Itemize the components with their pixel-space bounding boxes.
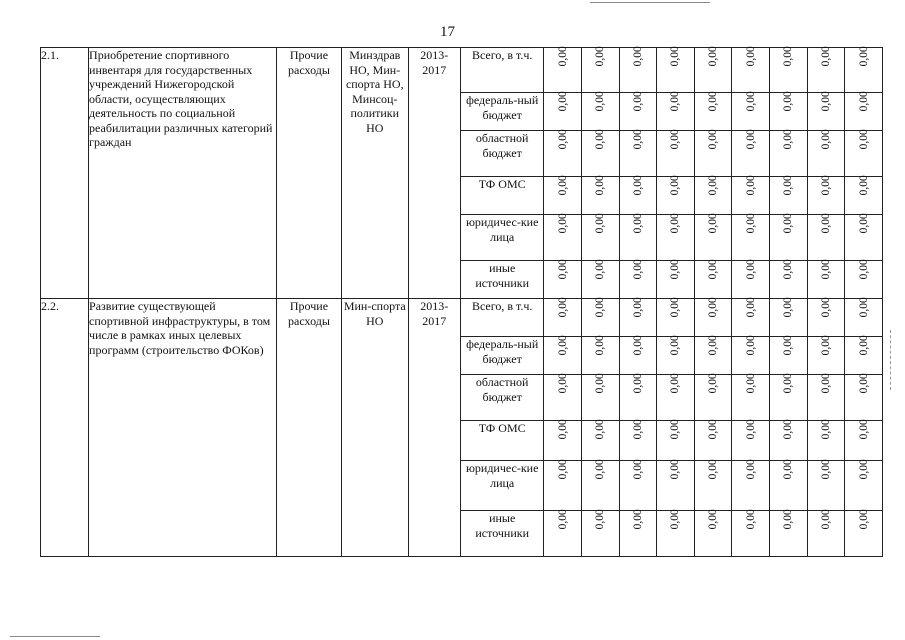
value-cell — [619, 375, 657, 421]
value-text: 0,00 — [744, 175, 757, 196]
funding-source: иные источники — [460, 511, 544, 557]
value-cell — [732, 215, 770, 261]
value-text: 0,00 — [669, 213, 682, 234]
value-cell — [657, 48, 695, 93]
value-text: 0,00 — [744, 91, 757, 112]
value-text: 0,00 — [819, 129, 832, 150]
value-cell — [770, 511, 808, 557]
value-cell — [582, 421, 620, 461]
value-cell — [657, 375, 695, 421]
value-text: 0,00 — [594, 335, 607, 356]
value-cell — [845, 48, 883, 93]
value-text: 0,00 — [857, 259, 870, 280]
value-cell — [619, 299, 657, 337]
value-cell — [694, 215, 732, 261]
value-cell — [657, 337, 695, 375]
value-cell — [657, 461, 695, 511]
value-cell — [845, 261, 883, 299]
value-text: 0,00 — [556, 459, 569, 480]
value-text: 0,00 — [819, 259, 832, 280]
value-cell — [694, 93, 732, 131]
value-text: 0,00 — [706, 373, 719, 394]
value-text: 0,00 — [631, 129, 644, 150]
value-cell — [582, 337, 620, 375]
value-text: 0,00 — [782, 129, 795, 150]
value-text: 0,00 — [594, 213, 607, 234]
value-text: 0,00 — [556, 335, 569, 356]
value-text: 0,00 — [782, 213, 795, 234]
value-text: 0,00 — [706, 459, 719, 480]
value-cell — [657, 93, 695, 131]
value-cell — [770, 177, 808, 215]
value-text: 0,00 — [744, 509, 757, 530]
value-cell — [544, 48, 582, 93]
funding-source: иные источники — [460, 261, 544, 299]
value-cell — [845, 215, 883, 261]
value-text: 0,00 — [706, 46, 719, 67]
value-cell — [732, 261, 770, 299]
value-text: 0,00 — [556, 373, 569, 394]
value-text: 0,00 — [857, 91, 870, 112]
value-text: 0,00 — [556, 419, 569, 440]
value-text: 0,00 — [857, 213, 870, 234]
value-text: 0,00 — [819, 419, 832, 440]
value-cell — [657, 177, 695, 215]
value-cell — [657, 511, 695, 557]
value-cell — [770, 421, 808, 461]
value-cell — [657, 299, 695, 337]
value-cell — [845, 421, 883, 461]
value-text: 0,00 — [857, 297, 870, 318]
value-cell — [619, 461, 657, 511]
value-text: 0,00 — [669, 335, 682, 356]
value-text: 0,00 — [819, 213, 832, 234]
value-text: 0,00 — [819, 373, 832, 394]
value-cell — [694, 261, 732, 299]
value-text: 0,00 — [556, 213, 569, 234]
value-text: 0,00 — [669, 91, 682, 112]
value-cell — [694, 375, 732, 421]
value-cell — [845, 299, 883, 337]
value-cell — [582, 215, 620, 261]
funding-source: областной бюджет — [460, 375, 544, 421]
value-cell — [694, 511, 732, 557]
value-cell — [619, 511, 657, 557]
value-text: 0,00 — [556, 91, 569, 112]
value-text: 0,00 — [669, 259, 682, 280]
value-text: 0,00 — [782, 373, 795, 394]
value-cell — [544, 511, 582, 557]
value-text: 0,00 — [631, 46, 644, 67]
value-cell — [807, 511, 845, 557]
value-text: 0,00 — [744, 459, 757, 480]
value-text: 0,00 — [669, 46, 682, 67]
value-cell — [619, 421, 657, 461]
value-text: 0,00 — [819, 509, 832, 530]
expense-type: Прочие расходы — [277, 299, 342, 557]
value-text: 0,00 — [594, 91, 607, 112]
value-cell — [619, 337, 657, 375]
value-cell — [770, 299, 808, 337]
scan-edge-top — [590, 2, 710, 3]
value-text: 0,00 — [744, 259, 757, 280]
value-cell — [732, 337, 770, 375]
value-text: 0,00 — [706, 509, 719, 530]
value-text: 0,00 — [631, 213, 644, 234]
value-text: 0,00 — [556, 259, 569, 280]
value-cell — [694, 421, 732, 461]
value-text: 0,00 — [819, 297, 832, 318]
value-cell — [657, 215, 695, 261]
value-cell — [845, 511, 883, 557]
executor: Мин-спорта НО — [341, 299, 408, 557]
value-text: 0,00 — [782, 91, 795, 112]
value-cell — [544, 421, 582, 461]
value-cell — [807, 337, 845, 375]
value-cell — [770, 93, 808, 131]
scan-edge-right — [890, 330, 891, 390]
funding-source: ТФ ОМС — [460, 177, 544, 215]
value-text: 0,00 — [782, 459, 795, 480]
value-cell — [544, 461, 582, 511]
table-row — [41, 299, 883, 337]
value-cell — [582, 299, 620, 337]
value-cell — [807, 299, 845, 337]
value-cell — [544, 215, 582, 261]
value-text: 0,00 — [782, 297, 795, 318]
value-text: 0,00 — [631, 297, 644, 318]
value-cell — [770, 48, 808, 93]
value-text: 0,00 — [669, 297, 682, 318]
value-text: 0,00 — [631, 91, 644, 112]
value-text: 0,00 — [744, 335, 757, 356]
value-cell — [544, 299, 582, 337]
value-cell — [657, 261, 695, 299]
value-cell — [544, 375, 582, 421]
value-text: 0,00 — [782, 259, 795, 280]
budget-table — [40, 47, 883, 557]
funding-source: юридичес-кие лица — [460, 461, 544, 511]
value-cell — [770, 215, 808, 261]
value-text: 0,00 — [631, 259, 644, 280]
value-text: 0,00 — [819, 175, 832, 196]
value-text: 0,00 — [782, 175, 795, 196]
executor: Минздрав НО, Мин-спорта НО, Минсоц-политики НО — [341, 48, 408, 299]
value-text: 0,00 — [594, 129, 607, 150]
value-text: 0,00 — [594, 419, 607, 440]
value-text: 0,00 — [669, 419, 682, 440]
value-cell — [732, 131, 770, 177]
value-text: 0,00 — [594, 297, 607, 318]
value-cell — [845, 375, 883, 421]
value-cell — [845, 177, 883, 215]
value-text: 0,00 — [706, 175, 719, 196]
value-text: 0,00 — [631, 459, 644, 480]
scan-edge-bottom — [10, 636, 100, 637]
value-cell — [732, 177, 770, 215]
value-cell — [582, 93, 620, 131]
value-text: 0,00 — [706, 297, 719, 318]
section-name: Развитие существующей спортивной инфраструктуры, в том числе в рамках иных целевых программ (строительство ФОКов) — [89, 299, 277, 557]
value-text: 0,00 — [744, 129, 757, 150]
value-text: 0,00 — [594, 509, 607, 530]
value-cell — [657, 131, 695, 177]
value-cell — [807, 93, 845, 131]
value-cell — [694, 177, 732, 215]
value-text: 0,00 — [857, 373, 870, 394]
value-cell — [807, 421, 845, 461]
value-cell — [807, 461, 845, 511]
value-cell — [770, 131, 808, 177]
funding-source: федераль-ный бюджет — [460, 93, 544, 131]
value-text: 0,00 — [669, 129, 682, 150]
value-cell — [770, 337, 808, 375]
value-text: 0,00 — [857, 509, 870, 530]
value-text: 0,00 — [706, 419, 719, 440]
value-cell — [544, 337, 582, 375]
value-text: 0,00 — [594, 373, 607, 394]
period: 2013-2017 — [408, 48, 460, 299]
value-text: 0,00 — [857, 459, 870, 480]
section-name: Приобретение спортивного инвентаря для государственных учреждений Нижегородской области, осуществляющих деятельность по социальной реабилитации различных категорий граждан — [89, 48, 277, 299]
value-text: 0,00 — [706, 91, 719, 112]
value-text: 0,00 — [631, 335, 644, 356]
value-text: 0,00 — [706, 259, 719, 280]
funding-source: юридичес-кие лица — [460, 215, 544, 261]
value-cell — [694, 337, 732, 375]
value-cell — [619, 215, 657, 261]
value-text: 0,00 — [744, 46, 757, 67]
value-text: 0,00 — [744, 419, 757, 440]
value-cell — [657, 421, 695, 461]
value-text: 0,00 — [594, 459, 607, 480]
value-cell — [544, 177, 582, 215]
value-cell — [845, 93, 883, 131]
value-text: 0,00 — [744, 297, 757, 318]
value-cell — [582, 261, 620, 299]
value-cell — [582, 177, 620, 215]
value-text: 0,00 — [782, 46, 795, 67]
value-cell — [770, 375, 808, 421]
value-cell — [732, 299, 770, 337]
value-cell — [582, 131, 620, 177]
value-cell — [845, 131, 883, 177]
value-cell — [770, 461, 808, 511]
value-cell — [694, 461, 732, 511]
value-text: 0,00 — [706, 213, 719, 234]
expense-type: Прочие расходы — [277, 48, 342, 299]
period: 2013-2017 — [408, 299, 460, 557]
value-text: 0,00 — [857, 46, 870, 67]
value-cell — [845, 337, 883, 375]
section-number: 2.1. — [41, 48, 89, 299]
value-cell — [732, 421, 770, 461]
value-cell — [807, 131, 845, 177]
value-text: 0,00 — [819, 91, 832, 112]
value-cell — [619, 131, 657, 177]
value-cell — [807, 375, 845, 421]
value-cell — [582, 511, 620, 557]
value-text: 0,00 — [631, 373, 644, 394]
value-text: 0,00 — [594, 175, 607, 196]
value-text: 0,00 — [556, 46, 569, 67]
value-text: 0,00 — [669, 373, 682, 394]
value-cell — [619, 93, 657, 131]
value-cell — [694, 299, 732, 337]
value-cell — [694, 131, 732, 177]
value-cell — [544, 131, 582, 177]
value-text: 0,00 — [782, 335, 795, 356]
value-cell — [694, 48, 732, 93]
value-cell — [582, 375, 620, 421]
value-cell — [544, 261, 582, 299]
value-cell — [770, 261, 808, 299]
value-cell — [619, 177, 657, 215]
value-cell — [845, 461, 883, 511]
value-text: 0,00 — [631, 175, 644, 196]
value-cell — [732, 461, 770, 511]
value-cell — [619, 48, 657, 93]
value-text: 0,00 — [631, 509, 644, 530]
value-text: 0,00 — [857, 129, 870, 150]
value-text: 0,00 — [669, 509, 682, 530]
value-text: 0,00 — [819, 335, 832, 356]
funding-source: Всего, в т.ч. — [460, 299, 544, 337]
value-text: 0,00 — [782, 419, 795, 440]
value-text: 0,00 — [669, 175, 682, 196]
value-cell — [732, 93, 770, 131]
value-cell — [732, 375, 770, 421]
value-cell — [807, 177, 845, 215]
funding-source: областной бюджет — [460, 131, 544, 177]
value-text: 0,00 — [782, 509, 795, 530]
value-text: 0,00 — [706, 129, 719, 150]
value-cell — [807, 261, 845, 299]
value-text: 0,00 — [631, 419, 644, 440]
value-text: 0,00 — [594, 259, 607, 280]
value-cell — [807, 48, 845, 93]
value-text: 0,00 — [819, 459, 832, 480]
value-cell — [807, 215, 845, 261]
value-cell — [544, 93, 582, 131]
table-row — [41, 48, 883, 93]
value-text: 0,00 — [706, 335, 719, 356]
value-text: 0,00 — [556, 509, 569, 530]
value-cell — [619, 261, 657, 299]
value-text: 0,00 — [857, 419, 870, 440]
funding-source: федераль-ный бюджет — [460, 337, 544, 375]
value-cell — [732, 48, 770, 93]
value-text: 0,00 — [857, 335, 870, 356]
funding-source: Всего, в т.ч. — [460, 48, 544, 93]
value-cell — [582, 461, 620, 511]
value-text: 0,00 — [819, 46, 832, 67]
value-cell — [732, 511, 770, 557]
value-cell — [582, 48, 620, 93]
value-text: 0,00 — [556, 175, 569, 196]
value-text: 0,00 — [556, 297, 569, 318]
section-number: 2.2. — [41, 299, 89, 557]
value-text: 0,00 — [744, 213, 757, 234]
value-text: 0,00 — [857, 175, 870, 196]
funding-source: ТФ ОМС — [460, 421, 544, 461]
value-text: 0,00 — [669, 459, 682, 480]
value-text: 0,00 — [556, 129, 569, 150]
page-number: 17 — [440, 24, 455, 40]
value-text: 0,00 — [744, 373, 757, 394]
value-text: 0,00 — [594, 46, 607, 67]
